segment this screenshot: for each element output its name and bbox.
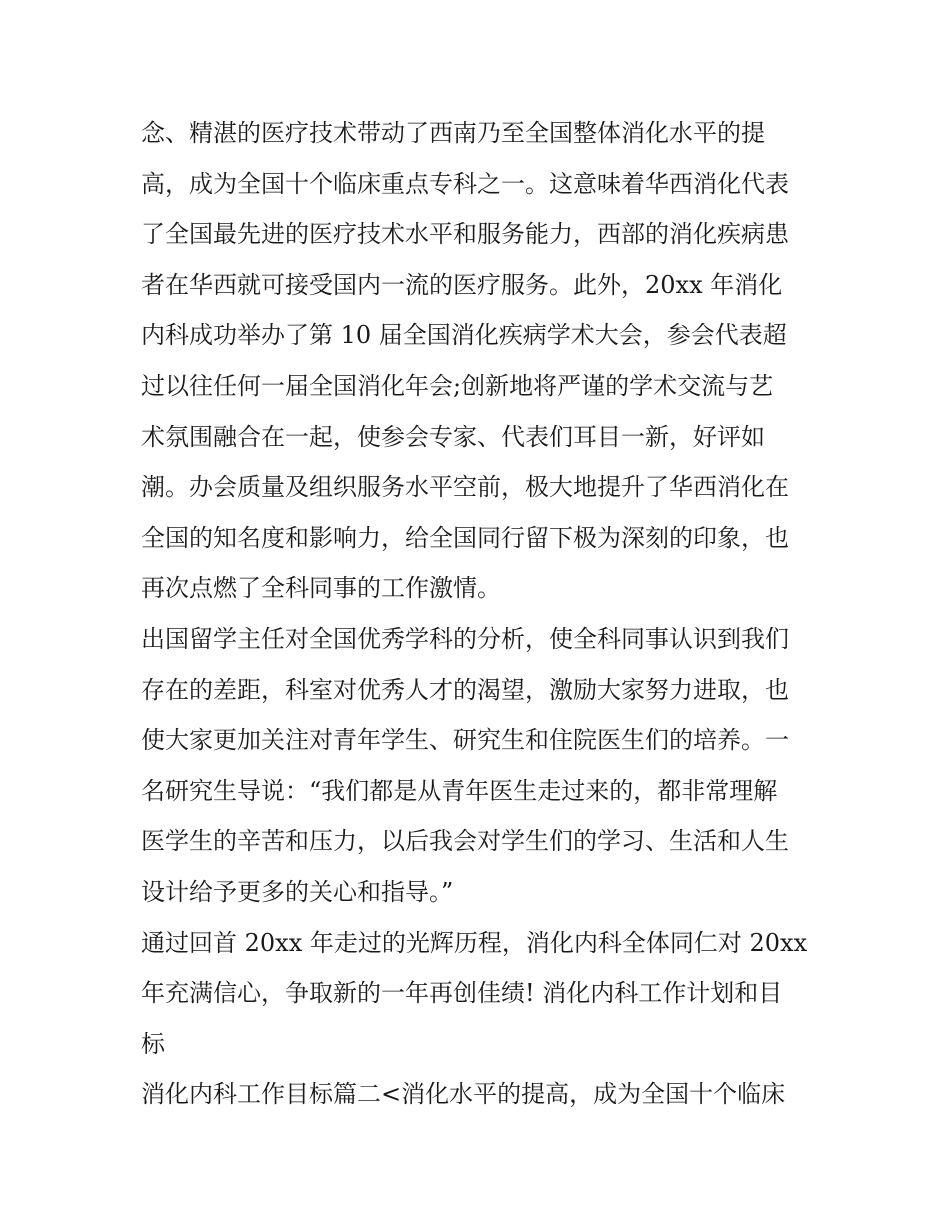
paragraph-section-two [141, 1069, 821, 1120]
text-line: 再次点燃了全科同事的工作激情。 [141, 574, 501, 603]
text-line: 出国留学主任对全国优秀学科的分析，使全科同事认识到我们 [141, 624, 789, 653]
text-line: 使大家更加关注对青年学生、研究生和住院医生们的培养。一 [141, 726, 789, 755]
text-line: 消化内科工作目标篇二<消化水平的提高，成为全国十个临床 [141, 1080, 786, 1109]
text-line: 名研究生导说：“我们都是从青年医生走过来的，都非常理解 [141, 776, 778, 805]
paragraph-talent-cultivation [141, 614, 821, 918]
text-line: 了全国最先进的医疗技术水平和服务能力，西部的消化疾病患 [141, 220, 789, 249]
text-line: 标 [141, 1029, 165, 1058]
text-line: 过以往任何一届全国消化年会;创新地将严谨的学术交流与艺 [141, 371, 774, 400]
document-body [141, 108, 821, 1120]
paragraph-conclusion [141, 918, 821, 1070]
text-line: 设计给予更多的关心和指导。” [141, 877, 454, 906]
text-line: 念、精湛的医疗技术带动了西南乃至全国整体消化水平的提 [141, 119, 765, 147]
text-line: 通过回首 20xx 年走过的光辉历程，消化内科全体同仁对 20xx [141, 928, 808, 957]
paragraph-achievements [141, 108, 821, 614]
text-line: 存在的差距，科室对优秀人才的渴望，激励大家努力进取，也 [141, 675, 789, 704]
text-line: 潮。办会质量及组织服务水平空前，极大地提升了华西消化在 [141, 473, 789, 502]
text-line: 高，成为全国十个临床重点专科之一。这意味着华西消化代表 [141, 169, 789, 198]
text-line: 年充满信心，争取新的一年再创佳绩! 消化内科工作计划和目 [141, 979, 783, 1008]
text-line: 内科成功举办了第 10 届全国消化疾病学术大会，参会代表超 [141, 321, 787, 350]
text-line: 医学生的辛苦和压力，以后我会对学生们的学习、生活和人生 [141, 827, 789, 856]
text-line: 者在华西就可接受国内一流的医疗服务。此外，20xx 年消化 [141, 270, 783, 299]
text-line: 全国的知名度和影响力，给全国同行留下极为深刻的印象，也 [141, 523, 789, 552]
text-line: 术氛围融合在一起，使参会专家、代表们耳目一新，好评如 [141, 422, 765, 451]
